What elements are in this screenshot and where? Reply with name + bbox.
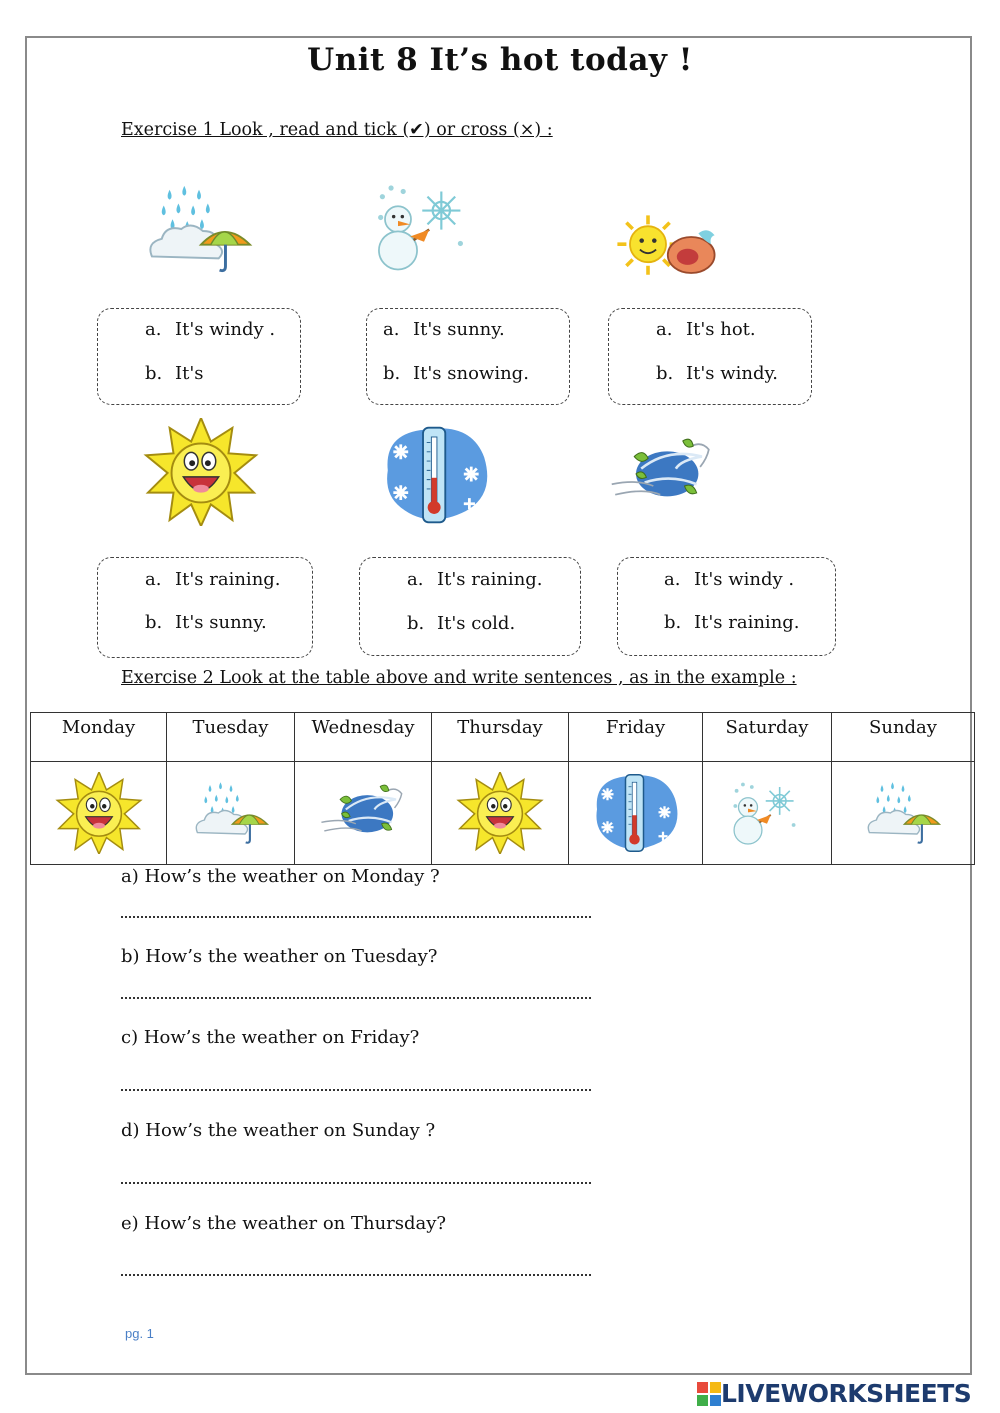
logo-badge-icon <box>697 1382 721 1406</box>
day-header-saturday: Saturday <box>703 713 832 762</box>
option-6a[interactable]: a. It's windy . <box>664 569 795 590</box>
logo-wordmark: LIVEWORKSHEETS <box>721 1379 972 1408</box>
exercise-2-heading: Exercise 2 Look at the table above and write sentences , as in the example : <box>121 668 797 688</box>
cell-wednesday <box>295 762 432 865</box>
page-number: pg. 1 <box>125 1326 154 1341</box>
answer-line-b[interactable] <box>121 997 591 999</box>
day-header-sunday: Sunday <box>832 713 975 762</box>
question-e: e) How’s the weather on Thursday? <box>121 1213 447 1234</box>
answer-line-d[interactable] <box>121 1182 591 1184</box>
table-header-row <box>31 713 975 762</box>
day-header-wednesday: Wednesday <box>295 713 432 762</box>
option-5b[interactable]: b. It's cold. <box>407 613 516 634</box>
option-4a[interactable]: a. It's raining. <box>145 569 281 590</box>
option-6b[interactable]: b. It's raining. <box>664 612 800 633</box>
answer-line-c[interactable] <box>121 1089 591 1091</box>
snowman-snowflake-icon <box>372 175 476 279</box>
page-title: Unit 8 It’s hot today ! <box>307 42 693 78</box>
day-header-monday: Monday <box>31 713 167 762</box>
smiling-sun-icon <box>453 772 547 854</box>
option-3b[interactable]: b. It's windy. <box>656 363 779 384</box>
cell-monday <box>31 762 167 865</box>
thermometer-cold-icon <box>380 424 492 526</box>
option-2a[interactable]: a. It's sunny. <box>383 319 505 340</box>
wind-leaves-icon <box>610 434 714 512</box>
smiling-sun-icon <box>138 418 264 526</box>
smiling-sun-icon <box>52 772 146 854</box>
day-header-thursday: Thursday <box>432 713 569 762</box>
option-4b[interactable]: b. It's sunny. <box>145 612 267 633</box>
day-header-friday: Friday <box>569 713 703 762</box>
option-5a[interactable]: a. It's raining. <box>407 569 543 590</box>
question-d: d) How’s the weather on Sunday ? <box>121 1120 436 1141</box>
liveworksheets-logo <box>697 1381 971 1407</box>
option-1b[interactable]: b. It's <box>145 363 204 384</box>
answer-line-a[interactable] <box>121 916 591 918</box>
option-2b[interactable]: b. It's snowing. <box>383 363 529 384</box>
thermometer-cold-icon <box>591 771 681 855</box>
cell-sunday <box>832 762 975 865</box>
question-b: b) How’s the weather on Tuesday? <box>121 946 438 967</box>
cell-saturday <box>703 762 832 865</box>
option-3a[interactable]: a. It's hot. <box>656 319 756 340</box>
option-1a[interactable]: a. It's windy . <box>145 319 276 340</box>
table-icon-row <box>31 762 975 865</box>
cell-tuesday <box>167 762 295 865</box>
wind-leaves-icon <box>320 780 406 846</box>
exercise-1-heading: Exercise 1 Look , read and tick (✔) or cross (×) : <box>121 120 553 140</box>
question-a: a) How’s the weather on Monday ? <box>121 866 440 887</box>
weather-table <box>30 712 975 865</box>
answer-line-e[interactable] <box>121 1274 591 1276</box>
rain-cloud-umbrella-icon <box>861 778 945 848</box>
rain-cloud-umbrella-icon <box>189 778 273 848</box>
cell-friday <box>569 762 703 865</box>
cell-thursday <box>432 762 569 865</box>
question-c: c) How’s the weather on Friday? <box>121 1027 420 1048</box>
snowman-snowflake-icon <box>729 777 805 849</box>
sun-hot-icon <box>610 210 722 282</box>
day-header-tuesday: Tuesday <box>167 713 295 762</box>
rain-cloud-umbrella-icon <box>140 180 258 278</box>
